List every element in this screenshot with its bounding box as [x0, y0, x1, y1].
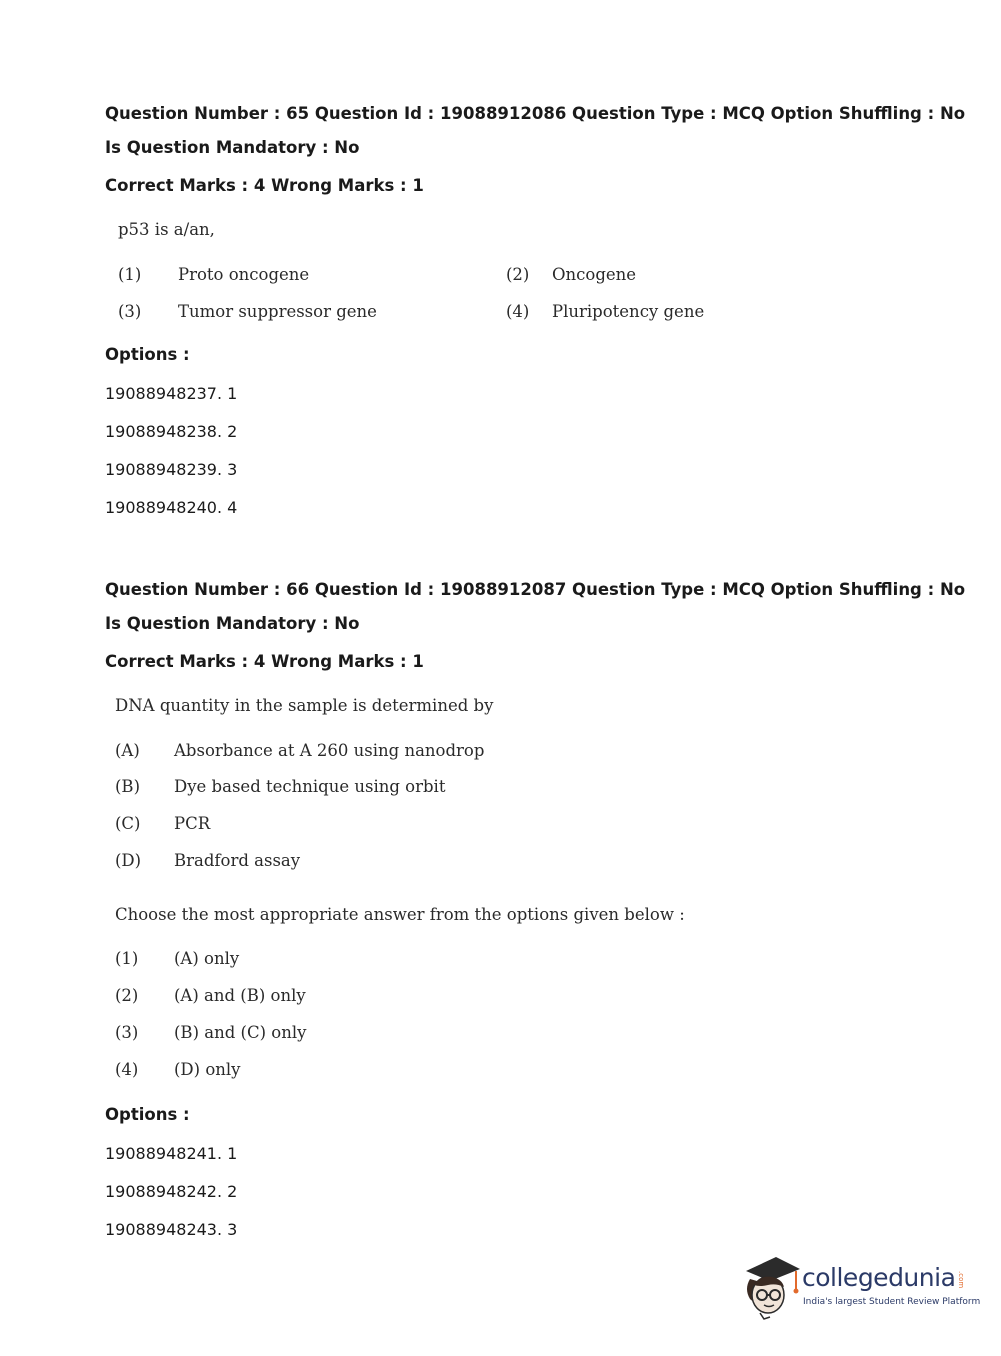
- q66-option-1: 19088948241. 1: [105, 1144, 238, 1163]
- q65-choice-2-text: Oncogene: [552, 265, 637, 284]
- logo-wordmark: collegedunia: [802, 1263, 956, 1292]
- q66-choice-4-num: (4): [115, 1060, 139, 1079]
- collegedunia-logo: [742, 1249, 981, 1321]
- q65-option-4: 19088948240. 4: [105, 498, 238, 517]
- question-66-marks: Correct Marks : 4 Wrong Marks : 1: [105, 652, 424, 671]
- q66-statement-c-num: (C): [115, 814, 141, 833]
- q66-choice-3-num: (3): [115, 1023, 139, 1042]
- q66-option-3: 19088948243. 3: [105, 1220, 238, 1239]
- q66-statement-a-num: (A): [115, 741, 140, 760]
- q65-option-2: 19088948238. 2: [105, 422, 238, 441]
- q66-choice-1-text: (A) only: [174, 949, 240, 968]
- q66-choice-2-num: (2): [115, 986, 139, 1005]
- q66-option-2: 19088948242. 2: [105, 1182, 238, 1201]
- question-66-header: Question Number : 66 Question Id : 19088912087 Question Type : MCQ Option Shuffling : No: [105, 580, 966, 599]
- q65-choice-1-text: Proto oncogene: [178, 265, 310, 284]
- q66-options-label: Options :: [105, 1105, 190, 1124]
- q65-choice-3-text: Tumor suppressor gene: [178, 302, 377, 321]
- q66-choice-4-text: (D) only: [174, 1060, 241, 1079]
- q66-statement-d-text: Bradford assay: [174, 851, 301, 870]
- q65-options-label: Options :: [105, 345, 190, 364]
- q66-choice-1-num: (1): [115, 949, 139, 968]
- question-65-stem: p53 is a/an,: [118, 220, 215, 239]
- q66-choice-3-text: (B) and (C) only: [174, 1023, 307, 1042]
- q66-statement-a-text: Absorbance at A 260 using nanodrop: [174, 741, 485, 760]
- question-65-mandatory: Is Question Mandatory : No: [105, 138, 360, 157]
- q66-statement-d-num: (D): [115, 851, 142, 870]
- q66-instruction: Choose the most appropriate answer from the options given below :: [115, 905, 685, 924]
- q66-statement-b-num: (B): [115, 777, 140, 796]
- question-66-stem: DNA quantity in the sample is determined by: [115, 696, 494, 715]
- q65-option-3: 19088948239. 3: [105, 460, 238, 479]
- q65-option-1: 19088948237. 1: [105, 384, 238, 403]
- logo-tagline: India's largest Student Review Platform: [803, 1297, 981, 1307]
- q66-choice-2-text: (A) and (B) only: [174, 986, 306, 1005]
- q65-choice-4-text: Pluripotency gene: [552, 302, 705, 321]
- question-66-mandatory: Is Question Mandatory : No: [105, 614, 360, 633]
- question-65-marks: Correct Marks : 4 Wrong Marks : 1: [105, 176, 424, 195]
- q65-choice-3-num: (3): [118, 302, 142, 321]
- q65-choice-1-num: (1): [118, 265, 142, 284]
- logo-domain-suffix: .com: [957, 1271, 965, 1289]
- question-65-header: Question Number : 65 Question Id : 19088912086 Question Type : MCQ Option Shuffling : No: [105, 104, 966, 123]
- q65-choice-4-num: (4): [506, 302, 530, 321]
- q65-choice-2-num: (2): [506, 265, 530, 284]
- q66-statement-c-text: PCR: [174, 814, 211, 833]
- q66-statement-b-text: Dye based technique using orbit: [174, 777, 446, 796]
- mascot-icon: [742, 1249, 802, 1321]
